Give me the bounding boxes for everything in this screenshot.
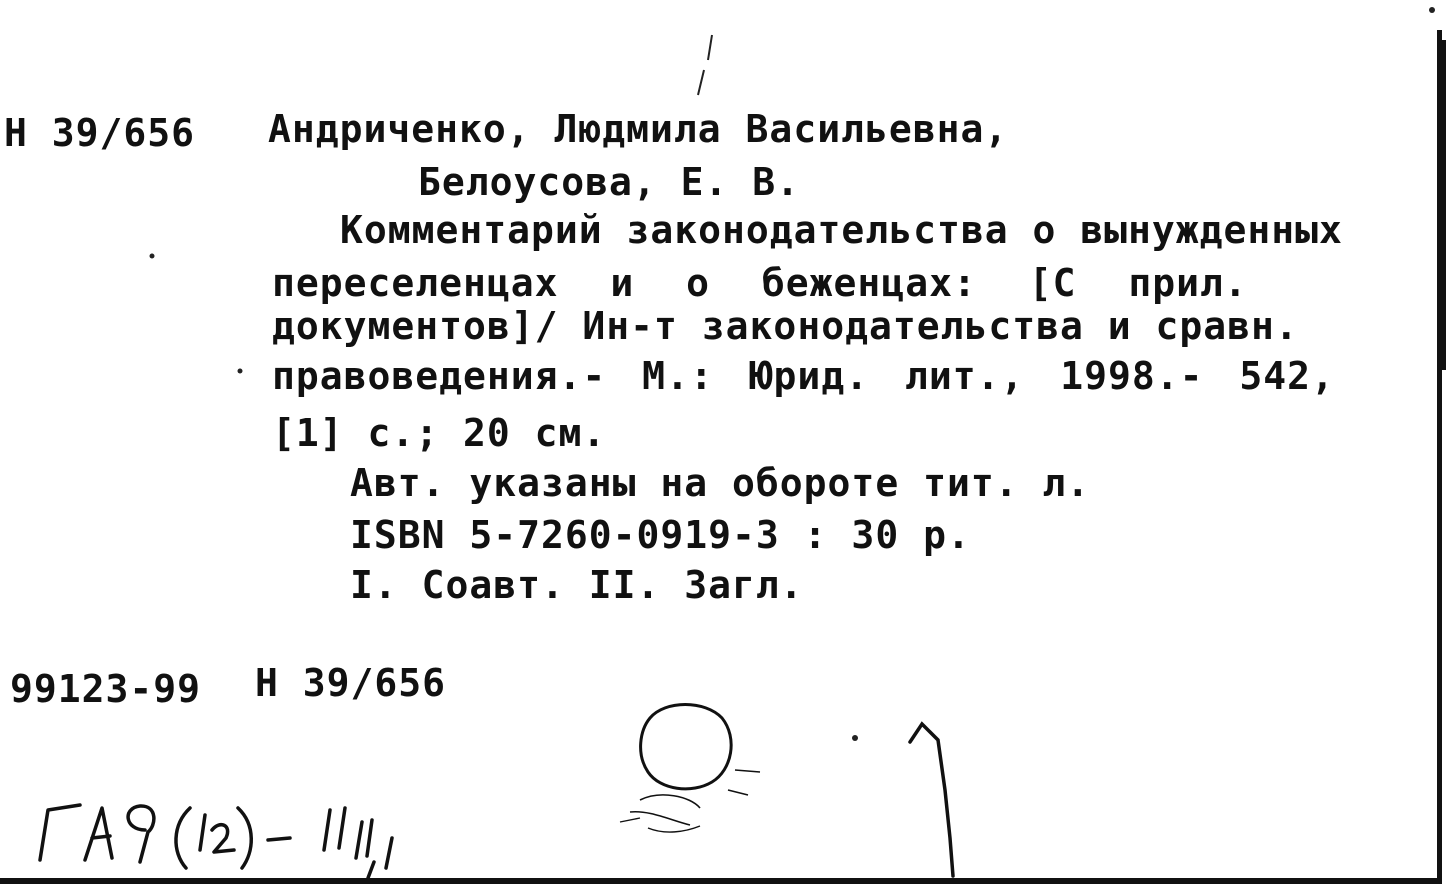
pen-stroke xyxy=(910,724,953,876)
speck-mark xyxy=(238,369,243,374)
title-line-3: документов]/ Ин-т законодательства и сравн. xyxy=(272,304,1299,348)
title-line-2: переселенцах и о беженцах: [С прил. xyxy=(272,261,1248,305)
title-line-5: [1] с.; 20 см. xyxy=(272,411,607,455)
pen-tick-mark xyxy=(698,35,712,95)
call-number-bottom: Н 39/656 xyxy=(255,661,447,705)
speck-mark xyxy=(150,254,155,259)
isbn-line: ISBN 5-7260-0919-3 : 30 р. xyxy=(350,513,971,557)
accession-number: 99123-99 xyxy=(10,667,202,711)
speck-mark xyxy=(1429,7,1435,13)
coauthor-line: Белоусова, Е. В. xyxy=(418,160,801,204)
tracings-line: I. Соавт. II. Загл. xyxy=(350,563,804,607)
handwritten-shelf-mark xyxy=(40,805,392,878)
call-number: Н 39/656 xyxy=(4,111,196,155)
title-line-1: Комментарий законодательства о вынужденных xyxy=(340,208,1343,252)
author-line: Андриченко, Людмила Васильевна, xyxy=(268,107,1009,151)
library-stamp xyxy=(620,705,760,833)
speck-mark xyxy=(852,735,858,741)
note-line: Авт. указаны на обороте тит. л. xyxy=(350,461,1091,505)
title-line-4: правоведения.- М.: Юрид. лит., 1998.- 542, xyxy=(272,354,1335,398)
